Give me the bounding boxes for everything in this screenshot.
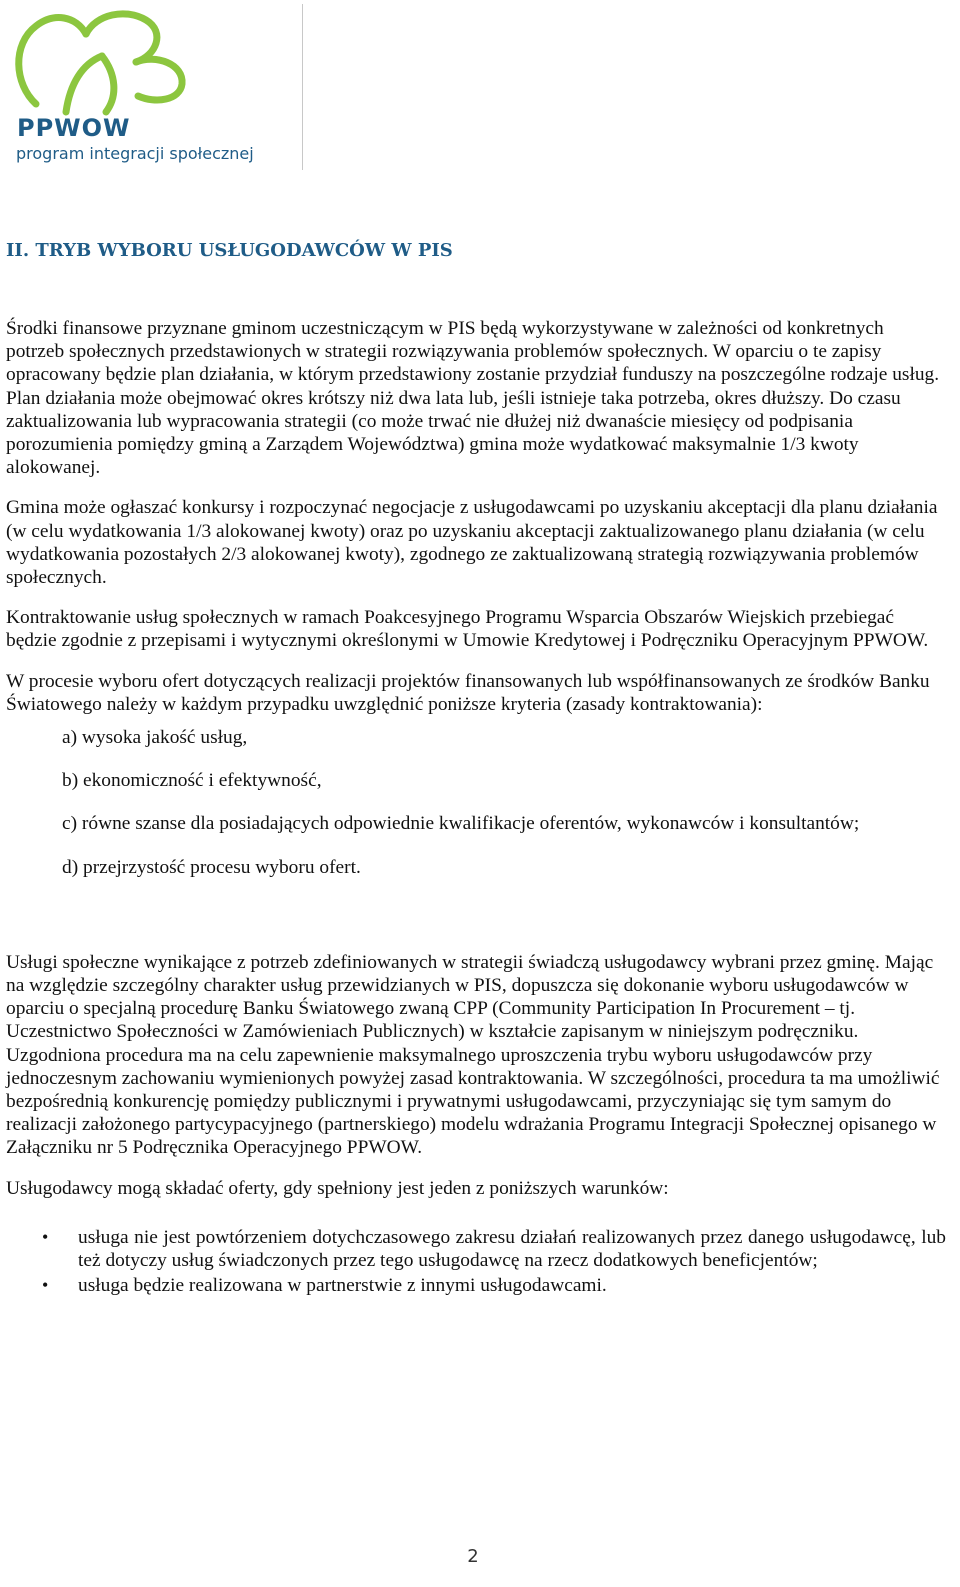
spacer xyxy=(6,899,946,951)
paragraph-contracting: Kontraktowanie usług społecznych w ramach Poakcesyjnego Programu Wsparcia Obszarów Wiejskich przebiegać będzie zgodnie z przepisami i wytycznymi określonymi w Umowie Kredytowej i Podręczniku Operacyjnym PPWOW. xyxy=(6,607,929,652)
paragraph-competitions: Gmina może ogłaszać konkursy i rozpoczynać negocjacje z usługodawcami po uzyskaniu akceptacji dla planu działania (w celu wydatkowania 1/3 alokowanej kwoty) oraz po uzyskaniu akceptacji zaktualizowanego planu działania (w celu wydatkowania pozostałych 2/3 alokowanej kwoty), zgodnego ze zaktualizowaną strategią rozwiązywania problemów społecznych. xyxy=(6,497,938,589)
logo-tagline: program integracji społecznej xyxy=(16,144,254,163)
conditions-list xyxy=(6,1226,946,1298)
logo-divider xyxy=(302,4,303,170)
ppwow-logo xyxy=(6,4,306,170)
paragraph-criteria-intro: W procesie wyboru ofert dotyczących realizacji projektów finansowanych lub współfinansowanych ze środków Banku Światowego należy w każdym przypadku uwzględnić poniższe kryteria (zasady kontraktowania): xyxy=(6,670,930,715)
list-item: c) równe szanse dla posiadających odpowiednie kwalifikacje oferentów, wykonawców i konsultantów; xyxy=(62,813,860,835)
section-heading: II. TRYB WYBORU USŁUGODAWCÓW W PIS xyxy=(6,240,453,261)
list-item-text: usługa nie jest powtórzeniem dotychczasowego zakresu działań realizowanych przez danego usługodawcę, lub też dotyczy usług świadczonych przez tego usługodawcę na rzecz dodatkowych beneficjentów; xyxy=(78,1226,946,1272)
list-item: a) wysoka jakość usług, xyxy=(62,727,248,749)
bullet-icon: • xyxy=(42,1226,49,1247)
bullet-icon: • xyxy=(42,1275,49,1296)
logo-name: PPWOW xyxy=(17,114,131,142)
paragraph-conditions-intro: Usługodawcy mogą składać oferty, gdy spełniony jest jeden z poniższych warunków: xyxy=(6,1177,669,1199)
list-item: b) ekonomiczność i efektywność, xyxy=(62,770,322,792)
page-number: 2 xyxy=(467,1546,479,1567)
list-item xyxy=(42,1274,946,1297)
list-item-text: usługa będzie realizowana w partnerstwie z innymi usługodawcami. xyxy=(78,1275,607,1297)
tree-crown-icon xyxy=(6,4,206,116)
criteria-list xyxy=(6,726,946,879)
list-item xyxy=(42,1226,946,1272)
paragraph-cpp-procedure: Usługi społeczne wynikające z potrzeb zdefiniowanych w strategii świadczą usługodawcy wybrani przez gminę. Mając na względzie szczególny charakter usług przewidzianych w PIS, dopuszcza się dokonanie wyboru usługodawców w oparciu o specjalną procedurę Banku Światowego zwaną CPP (Community Participation In Procurement – tj. Uczestnictwo Społeczności w Zamówieniach Publicznych) w kształcie zapisanym w niniejszym podręczniku. Uzgodniona procedura ma na celu zapewnienie maksymalnego uproszczenia trybu wyboru usługodawców przy jednoczesnym zachowaniu wymienionych powyżej zasad kontraktowania. W szczególności, procedura ta ma umożliwić bezpośrednią konkurencję pomiędzy publicznymi i prywatnymi usługodawcami, przyczyniając się tym samym do realizacji założonego partycypacyjnego (partnerskiego) modelu wdrażania Programu Integracji Społecznej opisanego w Załączniku nr 5 Podręcznika Operacyjnego PPWOW. xyxy=(6,951,940,1159)
document-body xyxy=(6,240,946,1300)
paragraph-funds: Środki finansowe przyznane gminom uczestniczącym w PIS będą wykorzystywane w zależności od konkretnych potrzeb społecznych przedstawionych w strategii rozwiązywania problemów społecznych. W oparciu o te zapisy opracowany będzie plan działania, w którym przedstawiony zostanie przydział funduszy na poszczególne rodzaje usług. Plan działania może obejmować okres krótszy niż dwa lata lub, jeśli istnieje taka potrzeba, okres dłuższy. Do czasu zaktualizowania lub wypracowania strategii (co może trwać nie dłużej niż dwanaście miesięcy od podpisania porozumienia pomiędzy gminą a Zarządem Województwa) gmina może wydatkować maksymalnie 1/3 kwoty alokowanej. xyxy=(6,318,940,479)
list-item: d) przejrzystość procesu wyboru ofert. xyxy=(62,856,361,878)
